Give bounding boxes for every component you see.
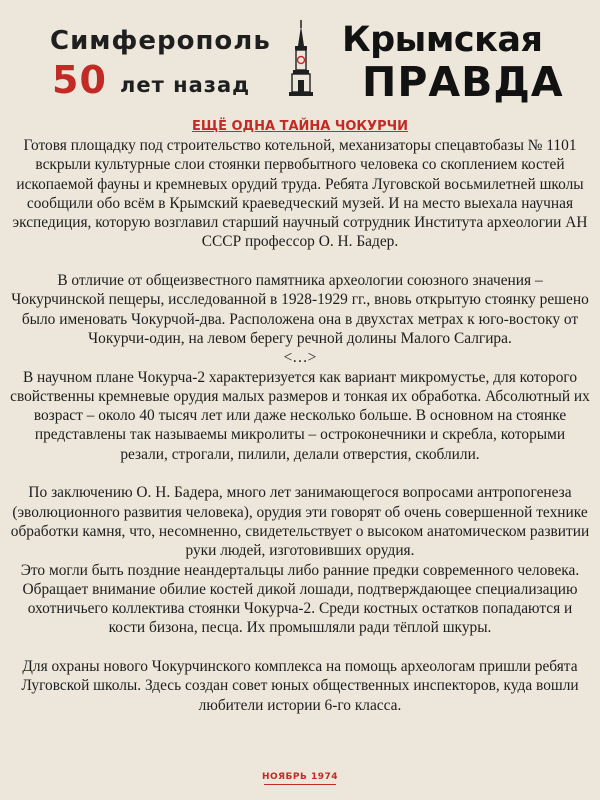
article-body [10, 136, 590, 715]
paragraph: По заключению О. Н. Бадера, много лет занимающегося вопросами антропогенеза (эволюционного развития человека), орудия эти говорят об очень совершенной технике обработки камня, что, несомненно, свидетельствует о высоком анатомическом развитии руки людей, изготовивших орудия. [10, 484, 590, 560]
newspaper-name-line1: Крымская [342, 20, 543, 60]
paragraph: В отличие от общеизвестного памятника археологии союзного значения – Чокурчинской пещеры, исследованной в 1928-1929 гг., вновь открытую стоянку решено было именовать Чокурчой-два. Расположена она в двухстах метрах к юго-востоку от Чокурчи-один, на левом берегу речной долины Малого Салгира. [11, 272, 589, 347]
clock-tower-icon [281, 20, 321, 98]
section-title: Симферополь [50, 26, 271, 56]
paragraph: Для охраны нового Чокурчинского комплекса на помощь археологам пришли ребята Луговской школы. Здесь создан совет юных общественных инспекторов, куда вошли любители истории 6-го класса. [21, 658, 579, 714]
footer-date: НОЯБРЬ 1974 [261, 772, 339, 782]
years-number: 50 [52, 58, 107, 102]
years-text: лет назад [120, 73, 251, 97]
newspaper-name-line2: ПРАВДА [362, 58, 564, 106]
paragraph: Готовя площадку под строительство котельной, механизаторы спецавтобазы № 1101 вскрыли культурные слои стоянки первобытного человека со скоплением костей ископаемой фауны и кремневых орудий труда. Ребята Луговской восьмилетней школы сообщили обо всём в Крымский краеведческий музей. И на место выехала научная экспедиция, которую возглавил старший научный сотрудник Института археологии АН СССР профессор О. Н. Бадер. [12, 137, 588, 251]
paragraph: Это могли быть поздние неандертальцы либо ранние предки современного человека. Обращает внимание обилие костей дикой лошади, подтверждающее специализацию охотничьего коллектива стоянки Чокурча-2. Среди костных остатков попадаются и кости бизона, песца. Их промышляли ради тёплой шкуры. [20, 561, 580, 637]
page-header [0, 0, 600, 112]
footer-divider [264, 784, 336, 785]
article-title: ЕЩЁ ОДНА ТАЙНА ЧОКУРЧИ [191, 119, 408, 134]
ellipsis-marker: <…> [283, 349, 317, 367]
paragraph: В научном плане Чокурча-2 характеризуется как вариант микромустье, для которого свойственны кремневые орудия малых размеров и тонкая их обработка. Абсолютный их возраст – около 40 тысяч лет или даже несколько больше. В основном на стоянке представлены так называемы микролиты – остроконечники и скребла, которыми резали, строгали, пилили, делали отверстия, скоблили. [10, 368, 590, 463]
